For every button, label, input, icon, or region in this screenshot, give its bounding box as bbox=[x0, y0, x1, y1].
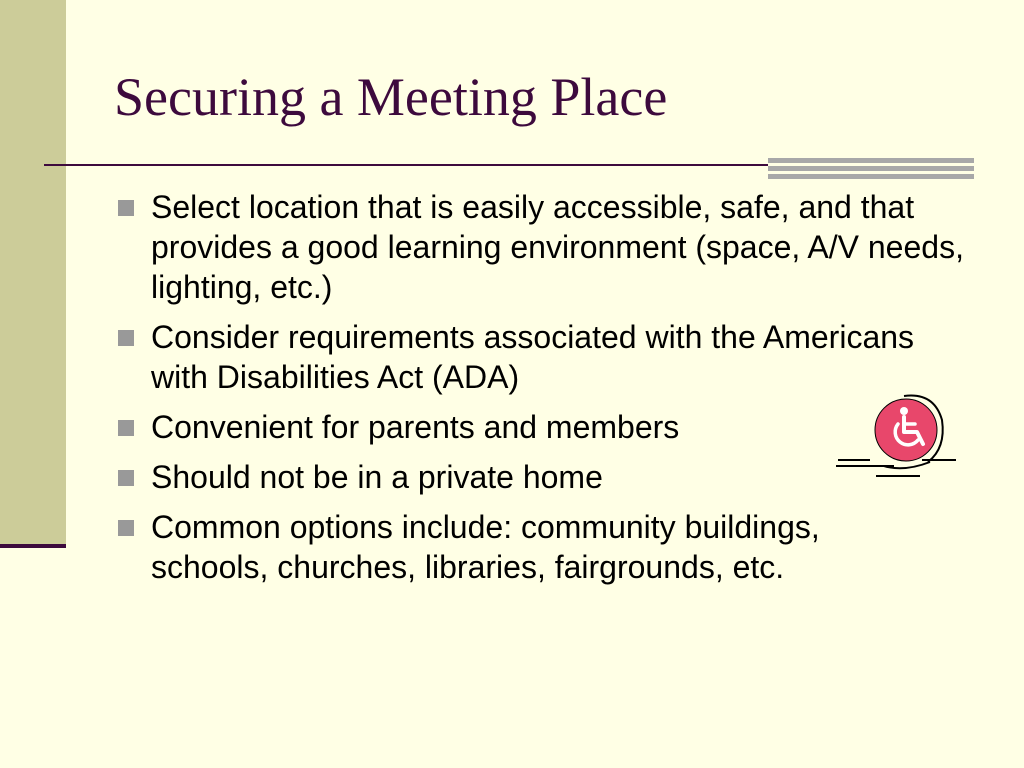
bullet-item bbox=[116, 187, 976, 307]
bullet-text: Select location that is easily accessible, safe, and that provides a good learning environment (space, A/V needs, lighting, etc.) bbox=[151, 189, 964, 305]
square-bullet-icon bbox=[118, 520, 134, 536]
bullet-text: Should not be in a private home bbox=[151, 459, 603, 495]
left-bar-accent-line bbox=[0, 544, 66, 548]
square-bullet-icon bbox=[118, 470, 134, 486]
slide-title: Securing a Meeting Place bbox=[114, 67, 668, 127]
bullet-text: Common options include: community buildings, schools, churches, libraries, fairgrounds, etc. bbox=[151, 509, 820, 585]
bullet-item bbox=[116, 507, 976, 587]
bullet-item bbox=[116, 317, 976, 397]
square-bullet-icon bbox=[118, 330, 134, 346]
title-underline bbox=[44, 164, 768, 166]
wheelchair-accessibility-icon bbox=[834, 390, 958, 480]
square-bullet-icon bbox=[118, 420, 134, 436]
bullet-text: Convenient for parents and members bbox=[151, 409, 680, 445]
bullet-text: Consider requirements associated with the Americans with Disabilities Act (ADA) bbox=[151, 319, 915, 395]
left-decorative-bar bbox=[0, 0, 66, 546]
title-rule-stripes bbox=[768, 158, 974, 180]
square-bullet-icon bbox=[118, 200, 134, 216]
